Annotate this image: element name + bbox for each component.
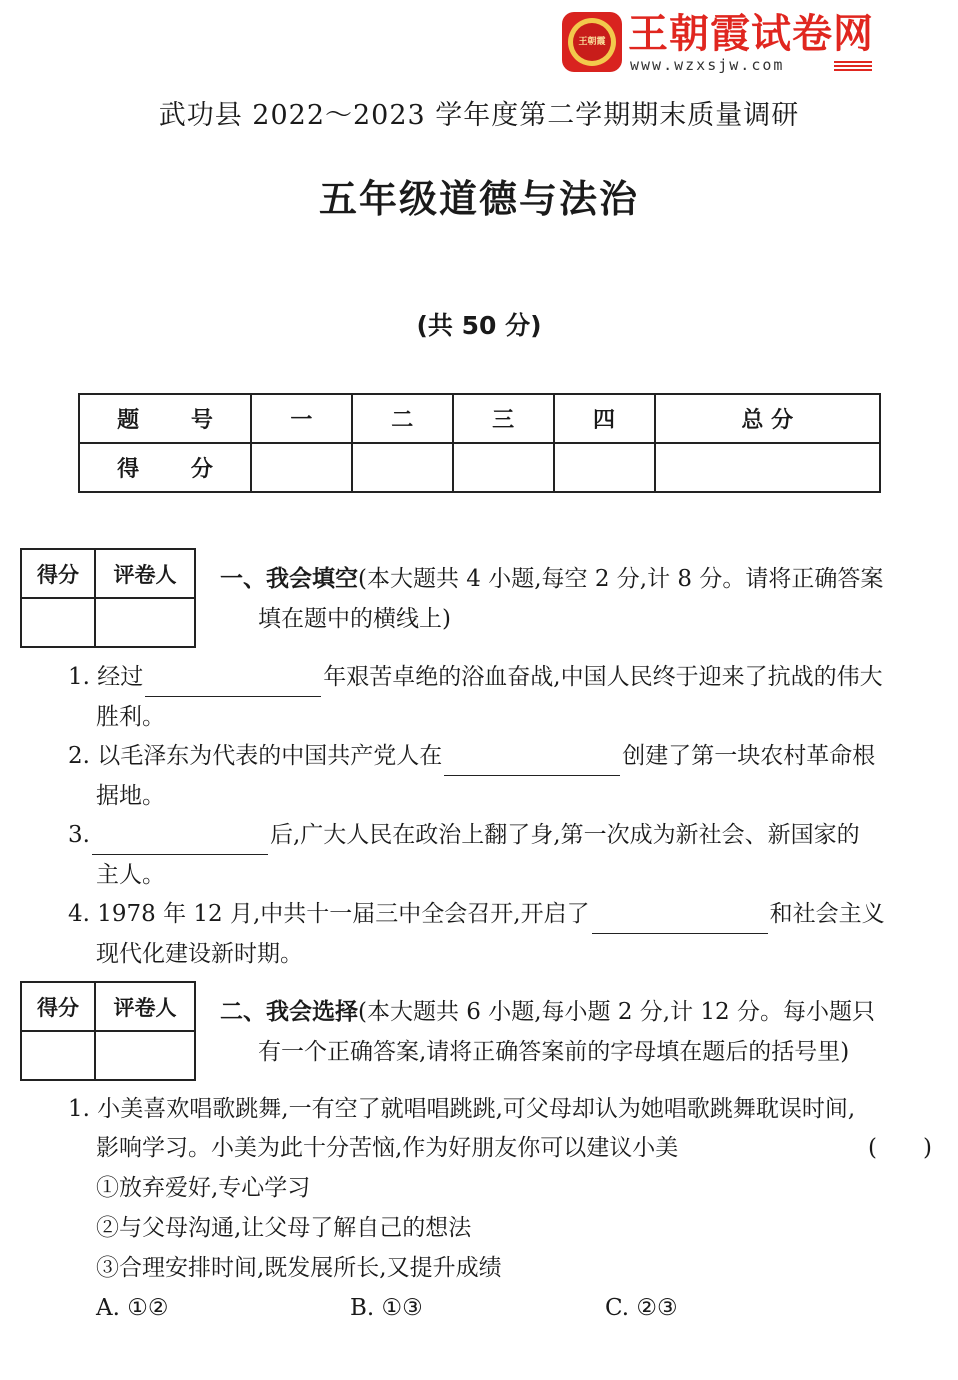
mc-question-1-line2: 影响学习。小美为此十分苦恼,作为好朋友你可以建议小美 [96,1135,679,1161]
section2-heading-line [220,992,875,1032]
question-2-text-a: 2. 以毛泽东为代表的中国共产党人在 [68,743,443,769]
mc-option-b[interactable]: B. ①③ [350,1295,423,1321]
header-cell-1: 一 [251,394,352,443]
header-cell-2: 二 [352,394,453,443]
score-row-label: 得 分 [79,443,251,492]
header-cell-total: 总 分 [655,394,881,443]
grader-score-cell[interactable] [21,598,95,647]
question-2-blank[interactable] [444,747,620,776]
mc-statement-3: ③合理安排时间,既发展所长,又提升成绩 [96,1255,502,1281]
mc-statement-2: ②与父母沟通,让父母了解自己的想法 [96,1215,472,1241]
grader-score-label: 得分 [21,982,95,1031]
question-3-blank[interactable] [92,826,268,855]
section1-heading-line [220,559,883,599]
score-cell-3[interactable] [453,443,554,492]
score-table-score-row [79,443,880,492]
question-1-line [68,657,883,697]
question-4-text-b: 和社会主义 [769,901,885,927]
question-3-text-a: 3. [68,822,90,848]
question-3-line [68,815,860,855]
site-url: www.wzxsjw.com [630,56,785,74]
score-cell-total[interactable] [655,443,881,492]
section2-instructions: (本大题共 6 小题,每小题 2 分,计 12 分。每小题只 [358,999,875,1025]
site-name: 王朝霞试卷网 [628,11,874,57]
score-cell-1[interactable] [251,443,352,492]
grader-name-label: 评卷人 [95,982,195,1031]
mc-option-c[interactable]: C. ②③ [605,1295,678,1321]
header-cell-label: 题 号 [79,394,251,443]
score-cell-4[interactable] [554,443,655,492]
question-4-text-c: 现代化建设新时期。 [96,941,303,967]
section1-heading: 一、我会填空 [220,566,358,592]
question-2-text-b: 创建了第一块农村革命根 [622,743,876,769]
question-1-text-c: 胜利。 [96,704,165,730]
mc-question-1-answer-paren[interactable]: ( ) [868,1135,932,1161]
mc-statement-1: ①放弃爱好,专心学习 [96,1175,311,1201]
question-2-line [68,736,875,776]
question-4-line [68,894,885,934]
question-2-text-c: 据地。 [96,783,165,809]
grader-name-cell[interactable] [95,598,195,647]
question-4-text-a: 4. 1978 年 12 月,中共十一届三中全会召开,开启了 [68,901,590,927]
question-1-text-b: 年艰苦卓绝的浴血奋战,中国人民终于迎来了抗战的伟大 [323,664,883,690]
question-1-blank[interactable] [145,668,321,697]
question-4-blank[interactable] [592,905,768,934]
section1-instructions-2: 填在题中的横线上) [258,606,451,632]
header-cell-3: 三 [453,394,554,443]
mc-option-a[interactable]: A. ①② [96,1295,169,1321]
grader-score-label: 得分 [21,549,95,598]
grader-score-cell[interactable] [21,1031,95,1080]
section1-grader-box [20,548,196,648]
grader-name-label: 评卷人 [95,549,195,598]
exam-subtitle: 武功县 2022～2023 学年度第二学期期末质量调研 [158,100,800,131]
section1-instructions: (本大题共 4 小题,每空 2 分,计 8 分。请将正确答案 [358,566,884,592]
section2-instructions-2: 有一个正确答案,请将正确答案前的字母填在题后的括号里) [258,1039,850,1065]
header-cell-4: 四 [554,394,655,443]
score-cell-2[interactable] [352,443,453,492]
question-3-text-b: 后,广大人民在政治上翻了身,第一次成为新社会、新国家的 [269,822,860,848]
total-score: (共 50 分) [416,311,542,340]
section2-grader-box [20,981,196,1081]
question-3-text-c: 主人。 [96,862,165,888]
score-table [78,393,881,493]
grader-name-cell[interactable] [95,1031,195,1080]
seal-text: 王朝霞 [573,23,611,61]
question-1-text-a: 1. 经过 [68,664,144,690]
stripes-decoration [834,61,872,73]
mc-question-1-line1: 1. 小美喜欢唱歌跳舞,一有空了就唱唱跳跳,可父母却认为她唱歌跳舞耽误时间, [68,1096,856,1122]
section2-heading: 二、我会选择 [220,999,358,1025]
score-table-header-row [79,394,880,443]
site-logo [562,12,872,76]
exam-title: 五年级道德与法治 [318,177,639,221]
seal-icon [562,12,622,72]
